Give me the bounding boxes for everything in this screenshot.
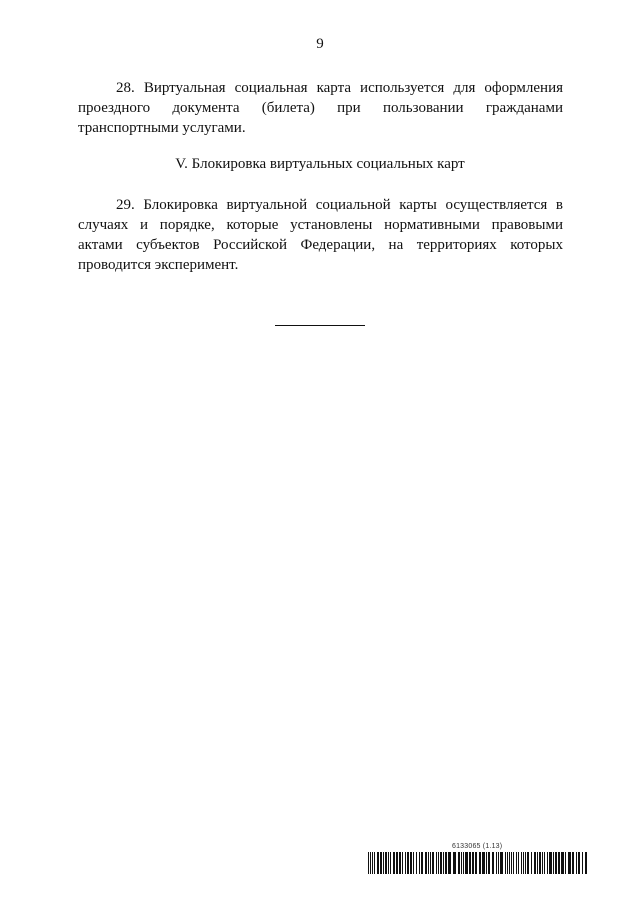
paragraph-28: 28. Виртуальная социальная карта используется для оформления проездного документа (билета) при пользовании гражданами транспортными услугами. bbox=[78, 80, 563, 136]
page-number: 9 bbox=[316, 36, 324, 52]
end-rule bbox=[275, 325, 365, 326]
barcode-code: 6133065 (1.13) bbox=[452, 843, 503, 850]
barcode-icon bbox=[368, 852, 590, 874]
section-heading: V. Блокировка виртуальных социальных карт bbox=[175, 156, 465, 172]
paragraph-29: 29. Блокировка виртуальной социальной карты осуществляется в случаях и порядке, которые установлены нормативными правовыми актами субъектов Российской Федерации, на территориях которых проводится эксперимент. bbox=[78, 197, 563, 273]
